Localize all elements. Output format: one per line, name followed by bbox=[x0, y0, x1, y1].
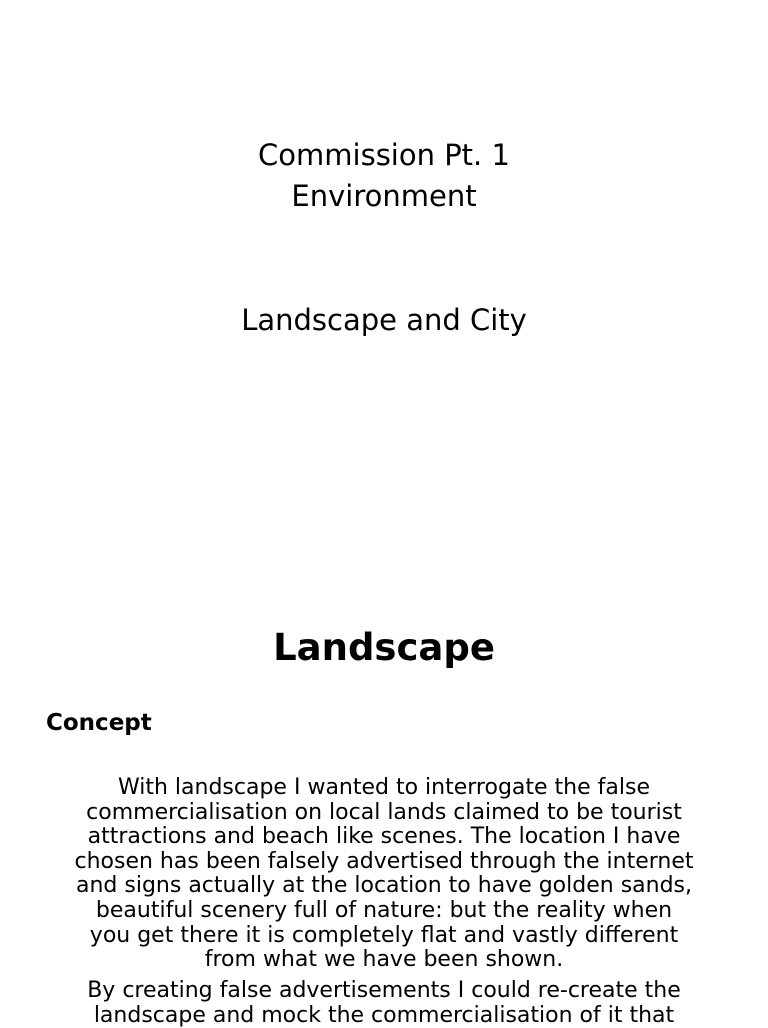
paragraph-line: landscape and mock the commercialisation of it that bbox=[93, 1002, 675, 1028]
paragraph-line: and signs actually at the location to have golden sands, bbox=[76, 873, 692, 899]
content-slide bbox=[0, 600, 768, 1028]
paragraph-line: commercialisation on local lands claimed to be tourist bbox=[86, 799, 682, 825]
paragraph-line: chosen has been falsely advertised through the internet bbox=[74, 848, 694, 874]
paragraph-line: you get there it is completely flat and vastly different bbox=[89, 922, 679, 948]
title-line-2: Environment bbox=[291, 179, 477, 213]
paragraph-line: from what we have been shown. bbox=[204, 947, 564, 973]
paragraph-line: attractions and beach like scenes. The location I have bbox=[87, 824, 681, 850]
paragraph-line: With landscape I wanted to interrogate the false bbox=[117, 775, 650, 800]
title-line-3: Landscape and City bbox=[241, 303, 527, 337]
concept-paragraph-2 bbox=[40, 979, 728, 1028]
section-subheading: Concept bbox=[46, 710, 152, 736]
slide-heading: Landscape bbox=[273, 626, 495, 669]
paragraph-line: By creating false advertisements I could re-create the bbox=[87, 978, 681, 1003]
paragraph-line: beautiful scenery full of nature: but the reality when bbox=[95, 897, 673, 923]
title-line-1: Commission Pt. 1 bbox=[258, 138, 510, 172]
concept-paragraph-1 bbox=[40, 776, 728, 973]
